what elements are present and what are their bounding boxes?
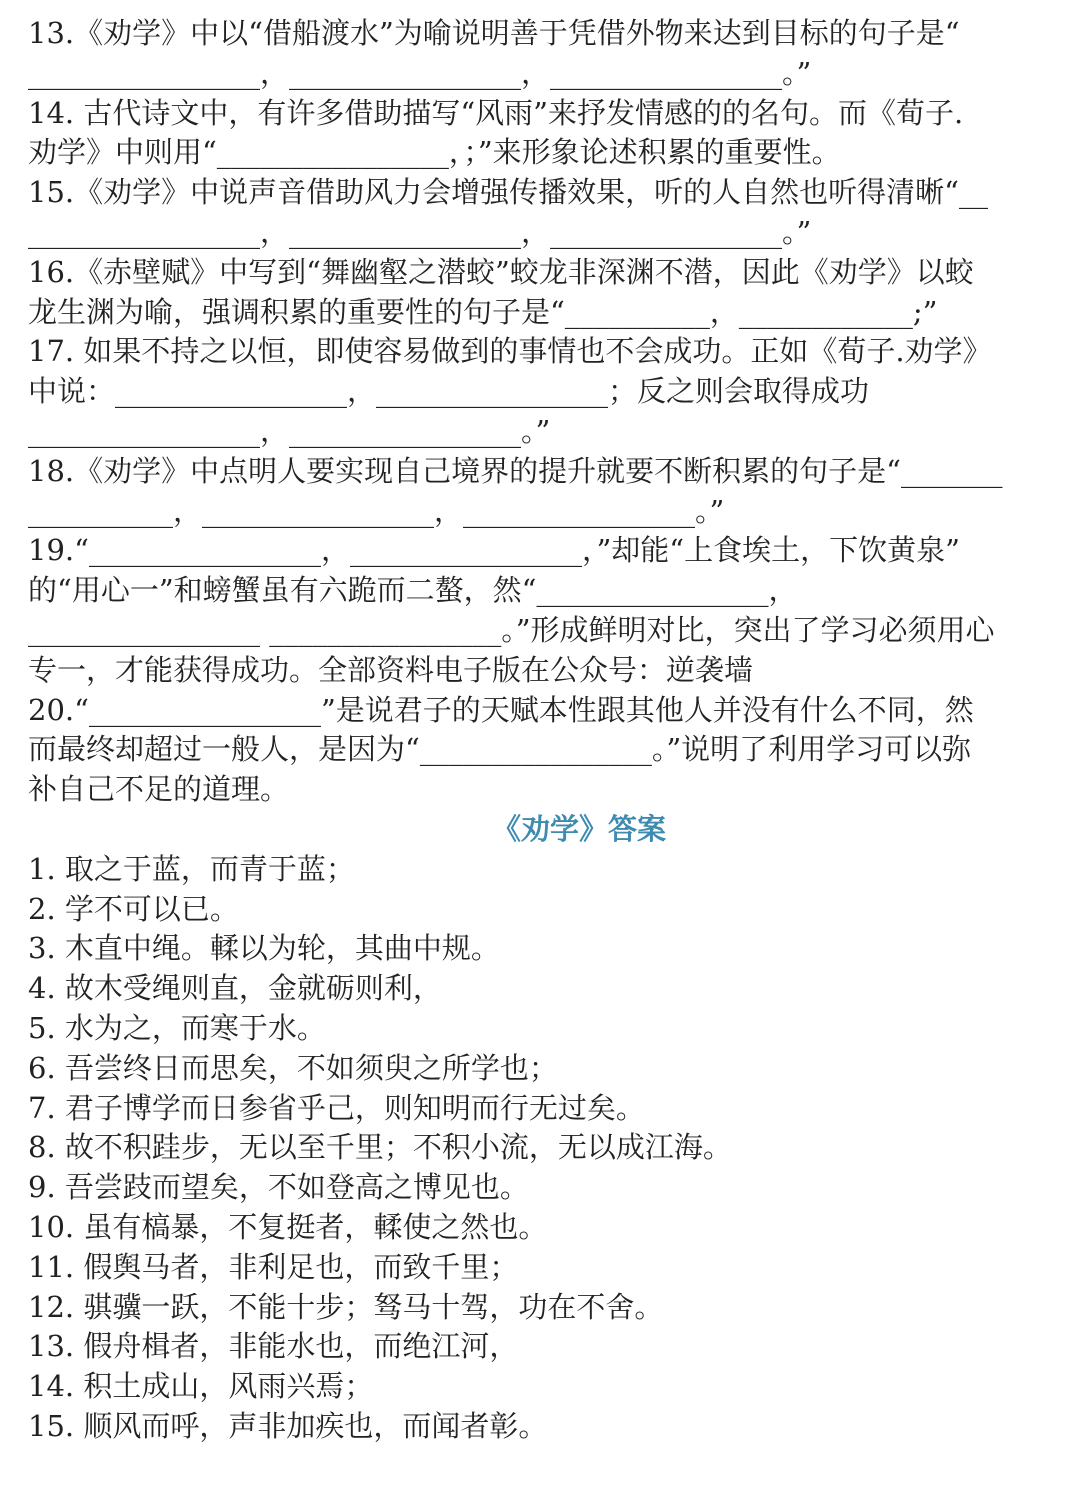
answer-item: 5. 水为之，而寒于水。 — [28, 1010, 326, 1045]
question-line: ________________，________________，________________。” — [28, 214, 812, 249]
question-line: 15.《劝学》中说声音借助风力会增强传播效果，听的人自然也听得清晰“__ — [28, 175, 988, 210]
answer-item: 11. 假舆马者，非利足也，而致千里； — [28, 1249, 519, 1284]
questions-section — [28, 14, 1060, 810]
document-page — [28, 14, 1060, 1447]
question-line: 20.“________________”是说君子的天赋本性跟其他人并没有什么不同，然 — [28, 692, 974, 727]
answer-item: 9. 吾尝跂而望矣，不如登高之博见也。 — [28, 1170, 529, 1205]
answer-item: 15. 顺风而呼，声非加疾也，而闻者彰。 — [28, 1408, 548, 1443]
answer-item: 2. 学不可以已。 — [28, 891, 239, 926]
question-line: 17. 如果不持之以恒，即使容易做到的事情也不会成功。正如《荀子.劝学》 — [28, 334, 992, 369]
question-line: 19.“________________，________________，”却能“上食埃土，下饮黄泉” — [28, 533, 960, 568]
answer-item: 6. 吾尝终日而思矣，不如须臾之所学也； — [28, 1050, 558, 1085]
answer-item: 10. 虽有槁暴，不复挺者，輮使之然也。 — [28, 1209, 548, 1244]
answers-section — [28, 850, 1060, 1447]
question-line: 中说：________________，________________；反之则会取得成功 — [28, 374, 870, 409]
answer-item: 1. 取之于蓝，而青于蓝； — [28, 851, 355, 886]
question-line: 13.《劝学》中以“借船渡水”为喻说明善于凭借外物来达到目标的句子是“ — [28, 16, 960, 50]
question-line: 补自己不足的道理。 — [28, 772, 290, 807]
answer-item: 8. 故不积跬步，无以至千里；不积小流，无以成江海。 — [28, 1130, 732, 1165]
question-line: 14. 古代诗文中，有许多借助描写“风雨”来抒发情感的的名句。而《荀子. — [28, 95, 964, 130]
answer-item: 13. 假舟楫者，非能水也，而绝江河， — [28, 1329, 519, 1364]
question-line: 16.《赤壁赋》中写到“舞幽壑之潜蛟”蛟龙非深渊不潜，因此《劝学》以蛟 — [28, 254, 974, 289]
question-line: 龙生渊为喻，强调积累的重要性的句子是“__________，____________;” — [28, 294, 938, 329]
answer-item: 14. 积土成山，风雨兴焉； — [28, 1369, 374, 1404]
answer-item: 12. 骐骥一跃，不能十步；驽马十驾，功在不舍。 — [28, 1289, 664, 1324]
question-line: __________，________________，________________。” — [28, 493, 725, 528]
question-line: ________________，________________，________________。” — [28, 55, 812, 90]
question-line: 的“用心一”和螃蟹虽有六跪而二螯，然“________________， — [28, 573, 798, 608]
answer-item: 3. 木直中绳。輮以为轮，其曲中规。 — [28, 931, 500, 966]
question-line: ________________，________________。” — [28, 413, 551, 448]
question-line: 而最终却超过一般人，是因为“________________。”说明了利用学习可以弥 — [28, 732, 972, 767]
question-line: 劝学》中则用“________________，；”来形象论述积累的重要性。 — [28, 135, 841, 170]
answer-item: 4. 故木受绳则直，金就砺则利， — [28, 971, 442, 1006]
question-line: ________________ ________________。”形成鲜明对比，突出了学习必须用心 — [28, 612, 995, 647]
question-line: 18.《劝学》中点明人要实现自己境界的提升就要不断积累的句子是“_______ — [28, 453, 1003, 488]
answer-item: 7. 君子博学而日参省乎己，则知明而行无过矣。 — [28, 1090, 645, 1125]
question-line: 专一，才能获得成功。全部资料电子版在公众号：逆袭墙 — [28, 652, 754, 687]
answers-heading: 《劝学》答案 — [491, 811, 666, 846]
